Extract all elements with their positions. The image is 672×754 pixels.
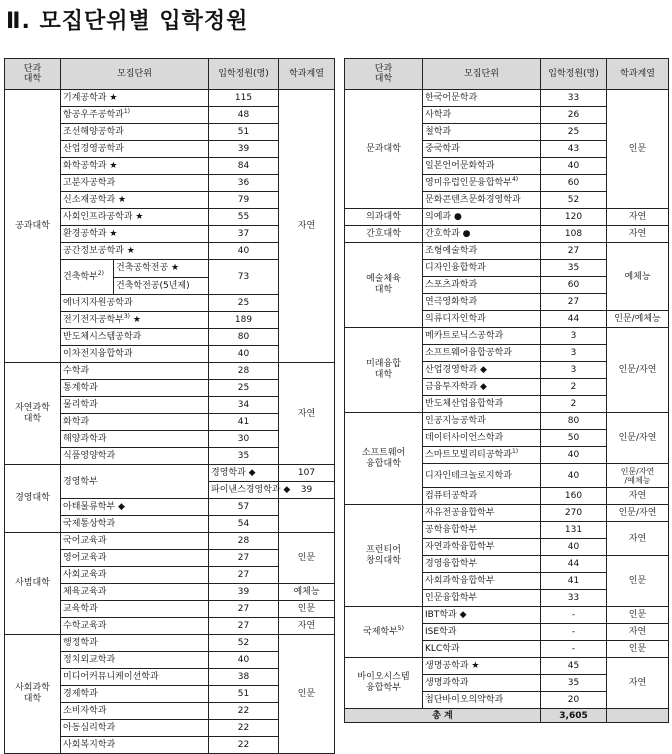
total-value: 3,605	[541, 709, 607, 723]
quota-cell: 2	[541, 396, 607, 413]
quota-cell: 28	[209, 363, 279, 380]
quota-cell: 35	[541, 675, 607, 692]
unit-cell: 이차전지융합학과	[61, 346, 209, 363]
unit-cell: 식품영양학과	[61, 448, 209, 465]
college-cell: 문과대학	[345, 90, 423, 209]
unit-cell: 아태물류학부 ◆	[61, 499, 209, 516]
unit-cell: 국제통상학과	[61, 516, 209, 533]
unit-cell: 체육교육과	[61, 584, 209, 601]
field-header: 학과계열	[607, 59, 669, 90]
unit-group-label: 경영학부	[61, 465, 209, 499]
quota-cell: 52	[209, 635, 279, 652]
total-label: 총 계	[345, 709, 541, 723]
college-cell: 경영대학	[5, 465, 61, 533]
unit-cell: 화학과	[61, 414, 209, 431]
college-cell: 자연과학 대학	[5, 363, 61, 465]
quota-cell: 35	[541, 260, 607, 277]
unit-cell: 컴퓨터공학과	[423, 488, 541, 505]
unit-cell: 소비자학과	[61, 703, 209, 720]
college-header: 단과 대학	[345, 59, 423, 90]
quota-cell: 40	[209, 346, 279, 363]
unit-cell: 자연과학융합학부	[423, 539, 541, 556]
unit-cell: 생명공학과 ★	[423, 658, 541, 675]
quota-cell: 84	[209, 158, 279, 175]
college-cell: 의과대학	[345, 209, 423, 226]
unit-cell: 산업경영공학과	[61, 141, 209, 158]
field-cell: 자연	[279, 363, 335, 465]
table-row	[345, 505, 669, 522]
college-cell: 소프트웨어 융합대학	[345, 413, 423, 505]
unit-cell: 고분자공학과	[61, 175, 209, 192]
quota-cell: 51	[209, 686, 279, 703]
quota-cell: 51	[209, 124, 279, 141]
unit-cell: 조선해양공학과	[61, 124, 209, 141]
quota-cell: 60	[541, 277, 607, 294]
unit-cell: 영미유럽인문융합학부$^{4)}$	[423, 175, 541, 192]
unit-cell: 의류디자인학과	[423, 311, 541, 328]
quota-cell: 27	[209, 550, 279, 567]
quota-cell: 80	[209, 329, 279, 346]
unit-cell: 사회교육과	[61, 567, 209, 584]
quota-cell: 120	[541, 209, 607, 226]
unit-cell: 철학과	[423, 124, 541, 141]
quota-cell: 270	[541, 505, 607, 522]
unit-cell: 수학교육과	[61, 618, 209, 635]
unit-cell: 첨단바이오의약학과	[423, 692, 541, 709]
unit-cell: 연극영화학과	[423, 294, 541, 311]
total-empty	[607, 709, 669, 723]
quota-cell: 33	[541, 590, 607, 607]
quota-cell: 25	[209, 295, 279, 312]
unit-cell: 환경공학과 ★	[61, 226, 209, 243]
quota-cell: -	[541, 607, 607, 624]
field-cell: 인문	[279, 601, 335, 618]
field-cell: 자연	[607, 488, 669, 505]
unit-cell: 경영융합학부	[423, 556, 541, 573]
quota-cell: 52	[541, 192, 607, 209]
quota-cell: 43	[541, 141, 607, 158]
quota-cell: 27	[541, 294, 607, 311]
quota-cell: 40	[209, 652, 279, 669]
field-cell: 인문/자연 /예체능	[607, 464, 669, 488]
unit-cell: 산업경영학과 ◆	[423, 362, 541, 379]
quota-cell: 3	[541, 345, 607, 362]
field-cell: 자연	[607, 226, 669, 243]
unit-cell: 메카트로닉스공학과	[423, 328, 541, 345]
field-cell: 인문	[607, 641, 669, 658]
footnote-mark: 5)	[397, 624, 404, 632]
table-row	[5, 90, 335, 107]
footnote-mark: 1)	[123, 108, 131, 115]
unit-cell: 공학융합학부	[423, 522, 541, 539]
quota-cell: 39	[209, 141, 279, 158]
unit-header: 모집단위	[61, 59, 209, 90]
unit-group-label: 건축학부$^{2)}$	[63, 270, 104, 282]
field-cell: 인문/자연	[607, 328, 669, 413]
unit-cell: 기계공학과 ★	[61, 90, 209, 107]
unit-cell: 스마트모빌리티공학과$^{1)}$	[423, 447, 541, 464]
left-admission-table	[4, 58, 335, 754]
quota-cell: 39	[279, 482, 335, 499]
unit-cell: 공간정보공학과 ★	[61, 243, 209, 260]
field-cell: 인문	[607, 90, 669, 209]
footnote-mark: 1)	[511, 448, 519, 455]
unit-cell: 디자인융합학과	[423, 260, 541, 277]
field-cell: 예체능	[279, 584, 335, 601]
quota-cell: 27	[209, 618, 279, 635]
quota-cell: 28	[209, 533, 279, 550]
unit-sub-label: 파이낸스경영학과 ◆	[209, 482, 279, 499]
college-cell: 프런티어 창의대학	[345, 505, 423, 607]
unit-cell: IBT학과 ◆	[423, 607, 541, 624]
quota-cell: -	[541, 624, 607, 641]
quota-cell: 45	[541, 658, 607, 675]
unit-cell: 미디어커뮤니케이션학과	[61, 669, 209, 686]
quota-cell: 50	[541, 430, 607, 447]
unit-cell: 사회인프라공학과 ★	[61, 209, 209, 226]
field-cell: 인문	[607, 556, 669, 607]
field-cell: 인문	[279, 533, 335, 584]
quota-cell: 20	[541, 692, 607, 709]
college-cell: 바이오시스템 융합학부	[345, 658, 423, 709]
unit-cell: 항공우주공학과$^{1)}$	[61, 107, 209, 124]
quota-cell: 108	[541, 226, 607, 243]
unit-cell: 경제학과	[61, 686, 209, 703]
unit-header: 모집단위	[423, 59, 541, 90]
quota-cell: 25	[209, 380, 279, 397]
unit-cell: 스포츠과학과	[423, 277, 541, 294]
quota-cell: 54	[209, 516, 279, 533]
table-row	[345, 658, 669, 675]
unit-cell: 신소재공학과 ★	[61, 192, 209, 209]
unit-cell: 자유전공융합학부	[423, 505, 541, 522]
unit-cell: 금융투자학과 ◆	[423, 379, 541, 396]
unit-cell: 의예과 ●	[423, 209, 541, 226]
table-row	[5, 465, 335, 482]
unit-sub-label: 경영학과 ◆	[209, 465, 279, 482]
quota-cell: 55	[209, 209, 279, 226]
quota-cell: 26	[541, 107, 607, 124]
table-row	[345, 328, 669, 345]
quota-cell: 2	[541, 379, 607, 396]
quota-cell: 189	[209, 312, 279, 329]
unit-cell: 국어교육과	[61, 533, 209, 550]
field-cell: 자연	[607, 209, 669, 226]
quota-cell: 34	[209, 397, 279, 414]
unit-cell: ISE학과	[423, 624, 541, 641]
quota-cell: 115	[209, 90, 279, 107]
quota-cell: 27	[209, 601, 279, 618]
quota-cell: 57	[209, 499, 279, 516]
field-cell: 자연	[279, 618, 335, 635]
quota-cell: 38	[209, 669, 279, 686]
unit-cell: 수학과	[61, 363, 209, 380]
college-cell: 예술체육 대학	[345, 243, 423, 328]
field-cell: 예체능	[607, 243, 669, 311]
quota-cell: 80	[541, 413, 607, 430]
unit-cell: 사회과학융합학부	[423, 573, 541, 590]
unit-cell: 디자인테크놀로지학과	[423, 464, 541, 488]
page-title: Ⅱ. 모집단위별 입학정원	[6, 9, 249, 34]
quota-cell: 107	[279, 465, 335, 482]
quota-cell: 37	[209, 226, 279, 243]
unit-cell: 물리학과	[61, 397, 209, 414]
quota-cell: 22	[209, 737, 279, 754]
quota-cell: 27	[541, 243, 607, 260]
unit-cell: 영어교육과	[61, 550, 209, 567]
unit-sub-label: 건축학전공(5년제)	[114, 277, 209, 294]
quota-cell: 40	[541, 447, 607, 464]
field-cell: 인문/자연	[607, 413, 669, 464]
unit-cell: 반도체산업융합학과	[423, 396, 541, 413]
quota-cell: 40	[209, 243, 279, 260]
table-row	[5, 363, 335, 380]
college-cell: 국제학부$^{5)}$	[345, 607, 423, 658]
quota-cell: 33	[541, 90, 607, 107]
unit-cell: 행정학과	[61, 635, 209, 652]
unit-cell: 전기전자공학부$^{3)}$ ★	[61, 312, 209, 329]
college-cell: 사범대학	[5, 533, 61, 635]
field-cell: 인문/자연	[607, 505, 669, 522]
quota-cell: 22	[209, 703, 279, 720]
right-admission-table	[344, 58, 669, 723]
quota-cell: 27	[209, 567, 279, 584]
quota-cell: 44	[541, 311, 607, 328]
unit-cell: 통계학과	[61, 380, 209, 397]
quota-cell: 35	[209, 448, 279, 465]
unit-cell: 문화콘텐츠문화경영학과	[423, 192, 541, 209]
unit-cell: 인공지능공학과	[423, 413, 541, 430]
quota-header: 입학정원(명)	[541, 59, 607, 90]
table-row	[345, 90, 669, 107]
college-header: 단과 대학	[5, 59, 61, 90]
quota-cell: 79	[209, 192, 279, 209]
quota-cell: 41	[209, 414, 279, 431]
unit-cell: 사회복지학과	[61, 737, 209, 754]
field-cell: 인문	[607, 607, 669, 624]
table-row	[345, 226, 669, 243]
quota-cell: 25	[541, 124, 607, 141]
field-cell: 인문	[279, 635, 335, 754]
table-row	[345, 209, 669, 226]
unit-cell: 정치외교학과	[61, 652, 209, 669]
unit-cell: 중국학과	[423, 141, 541, 158]
table-row	[5, 533, 335, 550]
table-row	[345, 243, 669, 260]
quota-cell: 40	[541, 539, 607, 556]
unit-cell: 반도체시스템공학과	[61, 329, 209, 346]
unit-cell: 화학공학과 ★	[61, 158, 209, 175]
unit-cell: 소프트웨어융합공학과	[423, 345, 541, 362]
unit-cell: 인문융합학부	[423, 590, 541, 607]
quota-cell: 48	[209, 107, 279, 124]
quota-cell: 40	[541, 464, 607, 488]
unit-cell: 에너지자원공학과	[61, 295, 209, 312]
quota-cell: 36	[209, 175, 279, 192]
field-cell: 자연	[279, 90, 335, 363]
field-header: 학과계열	[279, 59, 335, 90]
quota-cell: 39	[209, 584, 279, 601]
field-cell: 자연	[607, 658, 669, 709]
quota-cell: 41	[541, 573, 607, 590]
field-cell: 자연	[607, 522, 669, 556]
quota-cell: 3	[541, 362, 607, 379]
table-row	[345, 413, 669, 430]
quota-cell: 73	[209, 260, 279, 295]
quota-cell: 60	[541, 175, 607, 192]
unit-cell: 해양과학과	[61, 431, 209, 448]
college-cell: 공과대학	[5, 90, 61, 363]
unit-cell: 교육학과	[61, 601, 209, 618]
table-row	[5, 635, 335, 652]
unit-cell: 조형예술학과	[423, 243, 541, 260]
unit-cell: 아동심리학과	[61, 720, 209, 737]
quota-cell: 3	[541, 328, 607, 345]
unit-cell: KLC학과	[423, 641, 541, 658]
quota-cell: 131	[541, 522, 607, 539]
college-cell: 미래융합 대학	[345, 328, 423, 413]
unit-cell: 한국어문학과	[423, 90, 541, 107]
unit-group-cell	[61, 260, 209, 295]
quota-header: 입학정원(명)	[209, 59, 279, 90]
quota-cell: 40	[541, 158, 607, 175]
footnote-mark: 2)	[97, 270, 104, 277]
unit-sub-label: 건축공학전공 ★	[114, 260, 209, 277]
college-cell: 사회과학 대학	[5, 635, 61, 754]
field-cell: 자연	[607, 624, 669, 641]
unit-cell: 데이터사이언스학과	[423, 430, 541, 447]
unit-cell: 일본언어문화학과	[423, 158, 541, 175]
quota-cell: 22	[209, 720, 279, 737]
unit-cell: 사학과	[423, 107, 541, 124]
field-cell: 인문/예체능	[607, 311, 669, 328]
table-row	[345, 607, 669, 624]
quota-cell: 160	[541, 488, 607, 505]
quota-cell: 30	[209, 431, 279, 448]
footnote-mark: 4)	[511, 176, 519, 183]
footnote-mark: 3)	[123, 313, 131, 320]
college-cell: 간호대학	[345, 226, 423, 243]
unit-cell: 간호학과 ●	[423, 226, 541, 243]
unit-cell: 생명과학과	[423, 675, 541, 692]
quota-cell: 44	[541, 556, 607, 573]
quota-cell: -	[541, 641, 607, 658]
